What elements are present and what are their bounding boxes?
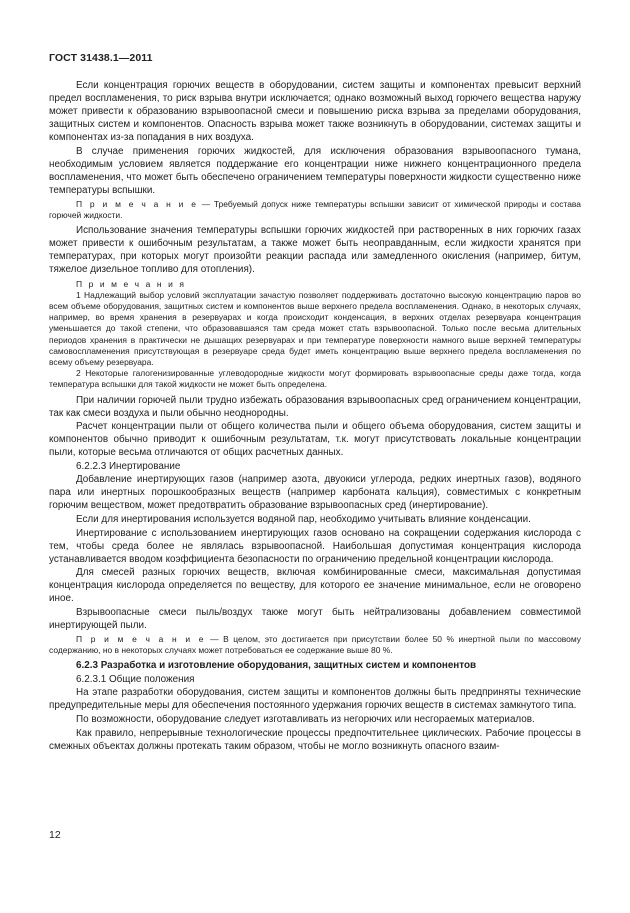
note [49, 634, 581, 656]
paragraph: По возможности, оборудование следует изготавливать из негорючих или несгораемых материалов. [76, 713, 535, 725]
paragraph: Взрывоопасные смеси пыль/воздух также могут быть нейтрализованы добавлением совместимой инертирующей пыли. [49, 606, 581, 631]
paragraph: Если для инертирования используется водяной пар, необходимо учитывать влияние конденсации. [76, 513, 531, 525]
paragraph: Инертирование с использованием инертирующих газов основано на сокращении содержания кислорода с тем, чтобы среда более не являлась взрывоопасной. Наибольшая допустимая концентрация кислорода устанавливается вводом коэффициента безопасности по ограничению предельной концентрации кислорода. [49, 527, 581, 565]
paragraph: Использование значения температуры вспышки горючих жидкостей при растворенных в них горючих газах может привести к ошибочным результатам, а также может быть неоправданным, если жидкости хранятся при температурах, при которых могут произойти реакции распада или замедленного окисления (например, битум, тяжелое дизельное топливо для отопления). [49, 225, 581, 276]
paragraph: Для смесей разных горючих веществ, включая комбинированные смеси, максимальная допустимая концентрация кислорода определяется по веществу, для которого ее значение минимальное, если не оговорено иное. [49, 567, 581, 605]
notes-list [49, 290, 581, 391]
note-item: 2 Некоторые галогенизированные углеводородные жидкости могут формировать взрывоопасные среды даже тогда, когда температура вспышки для такой жидкости не может быть определена. [49, 368, 581, 390]
section-heading: 6.2.3.1 Общие положения [76, 673, 195, 685]
note-label: П р и м е ч а н и е [76, 198, 199, 209]
paragraph: На этапе разработки оборудования, систем защиты и компонентов должны быть предприняты технические предупредительные меры для обеспечения постоянного удержания горючих веществ в системах замкнутого типа. [49, 687, 581, 712]
note [49, 199, 581, 221]
notes-title: П р и м е ч а н и я [76, 278, 186, 289]
note-text: — Требуемый допуск ниже температуры вспышки зависит от химической природы и состава горючей жидкости. [49, 198, 581, 221]
paragraph: Если концентрация горючих веществ в оборудовании, систем защиты и компонентах превысит верхний предел воспламенения, то риск взрыва внутри исключается; однако возможный выход горючего вещества наружу может привести к образованию взрывоопасной смеси и повышению риска взрыва за пределами оборудования, защитных систем и компонентов. Опасность взрыва может также возникнуть в оборудовании, системах защиты и компонентах из-за попадания в них воздуха. [49, 80, 581, 144]
document-header: ГОСТ 31438.1—2011 [49, 52, 153, 64]
note-item: 1 Надлежащий выбор условий эксплуатации зачастую позволяет поддерживать достаточно высокую концентрацию паров во всем объеме оборудования, защитных систем и компонентов выше верхнего предела воспламенения. Однако, в некоторых случаях, например, во время хранения в резервуарах и когда происходит конденсация, в верхних отделах резервуара концентрация уменьшается до такой степени, что образовавшаяся там среда может стать взрывоопасной. Только после весьма длительных периодов хранения в практически не дышащих резервуарах и при температуре поверхности намного выше верхней температуры самовоспламенения присутствующая в резервуаре среда будет иметь концентрацию выше верхнего предела воспламенения по всему объему резервуара. [49, 289, 581, 367]
note-label: П р и м е ч а н и е [76, 633, 206, 644]
paragraph: Добавление инертирующих газов (например азота, двуокиси углерода, редких инертных газов), водяного пара или инертных порошкообразных веществ (например карбоната кальция), совместимых с конкретным горючим веществом, может предотвратить образование взрывоопасных сред (инертирование). [49, 474, 581, 512]
document-body [49, 79, 581, 753]
paragraph: В случае применения горючих жидкостей, для исключения образования взрывоопасного тумана, необходимым условием является поддержание его концентрации ниже нижнего концентрационного предела воспламенения, что может быть обеспечено ограничением температуры поверхности жидкости существенно ниже температуры вспышки. [49, 145, 581, 196]
section-heading: 6.2.3 Разработка и изготовление оборудования, защитных систем и компонентов [76, 660, 477, 672]
paragraph: Как правило, непрерывные технологические процессы предпочтительнее циклических. Рабочие процессы в смежных объектах должны протекать таким образом, чтобы не могло возникнуть опасного взаим- [49, 727, 581, 752]
page-number: 12 [49, 829, 61, 841]
note-text: — В целом, это достигается при присутствии более 50 % инертной пыли по массовому содержанию, но в некоторых случаях может потребоваться ее содержание выше 80 %. [49, 633, 581, 656]
paragraph: При наличии горючей пыли трудно избежать образования взрывоопасных сред ограничением концентрации, так как смеси воздуха и пыли обычно неоднородны. [49, 394, 581, 419]
section-heading: 6.2.2.3 Инертирование [76, 460, 181, 472]
paragraph: Расчет концентрации пыли от общего количества пыли и общего объема оборудования, систем защиты и компонентов обычно приводит к ошибочным результатам, т.к. могут присутствовать локальные концентрации пыли, которые весьма отличаются от общих расчетных данных. [49, 421, 581, 459]
